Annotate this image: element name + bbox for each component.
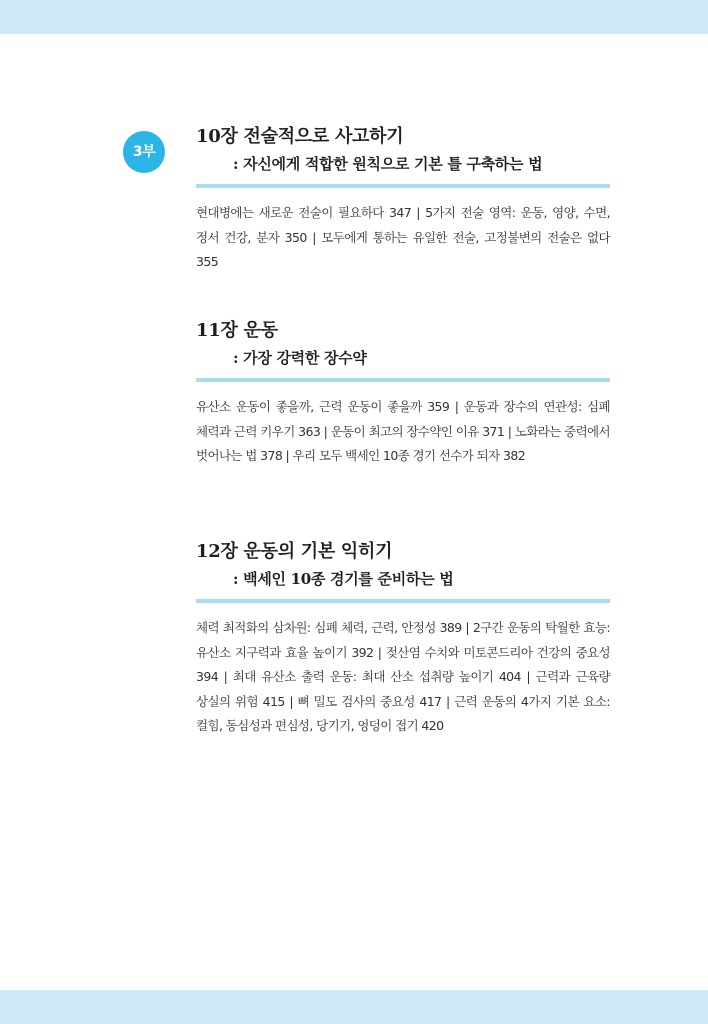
part-badge: 3부 — [123, 131, 165, 173]
chapter-divider — [196, 378, 610, 382]
chapter-12 — [196, 539, 610, 739]
chapter-subtitle: : 자신에게 적합한 원칙으로 기본 틀 구축하는 법 — [233, 155, 543, 173]
chapter-title-text: 전술적으로 사고하기 — [243, 126, 404, 147]
chapter-subtitle: : 백세인 10종 경기를 준비하는 법 — [233, 570, 454, 588]
chapter-divider — [196, 184, 610, 188]
chapter-divider — [196, 599, 610, 603]
chapter-title — [196, 318, 610, 344]
chapter-title — [196, 539, 610, 565]
chapter-contents: 현대병에는 새로운 전술이 필요하다 347 | 5가지 전술 영역: 운동, 영양, 수면, 정서 건강, 분자 350 | 모두에게 통하는 유일한 전술, 고정불변의 전술은 없다 355 — [196, 205, 610, 269]
chapter-title-text: 운동 — [243, 320, 278, 341]
chapter-11 — [196, 318, 610, 469]
top-band — [0, 0, 708, 34]
chapter-contents: 유산소 운동이 좋을까, 근력 운동이 좋을까 359 | 운동과 장수의 연관성: 심폐 체력과 근력 키우기 363 | 운동이 최고의 장수약인 이유 371 | 노화라는 중력에서 벗어나는 법 378 | 우리 모두 백세인 10종 경기 선수가 되자 382 — [196, 399, 610, 463]
chapter-number: 11장 — [196, 320, 238, 341]
chapter-title — [196, 124, 610, 150]
chapter-10 — [196, 124, 610, 275]
bottom-band — [0, 990, 708, 1024]
chapter-title-text: 운동의 기본 익히기 — [243, 541, 393, 562]
chapter-subtitle: : 가장 강력한 장수약 — [233, 349, 367, 367]
chapter-number: 10장 — [196, 126, 238, 147]
chapter-contents: 체력 최적화의 삼차원: 심폐 체력, 근력, 안정성 389 | 2구간 운동의 탁월한 효능: 유산소 지구력과 효율 높이기 392 | 젖산염 수치와 미토콘드리아 건강의 중요성 394 | 최대 유산소 출력 운동: 최대 산소 섭취량 높이기 404 | 근력과 근육량 상실의 위험 415 | 뼈 밀도 검사의 중요성 417 | 근력 운동의 4가지 기본 요소: 컬힘, 동심성과 편심성, 당기기, 엉덩이 접기 420 — [196, 620, 610, 733]
chapter-number: 12장 — [196, 541, 238, 562]
